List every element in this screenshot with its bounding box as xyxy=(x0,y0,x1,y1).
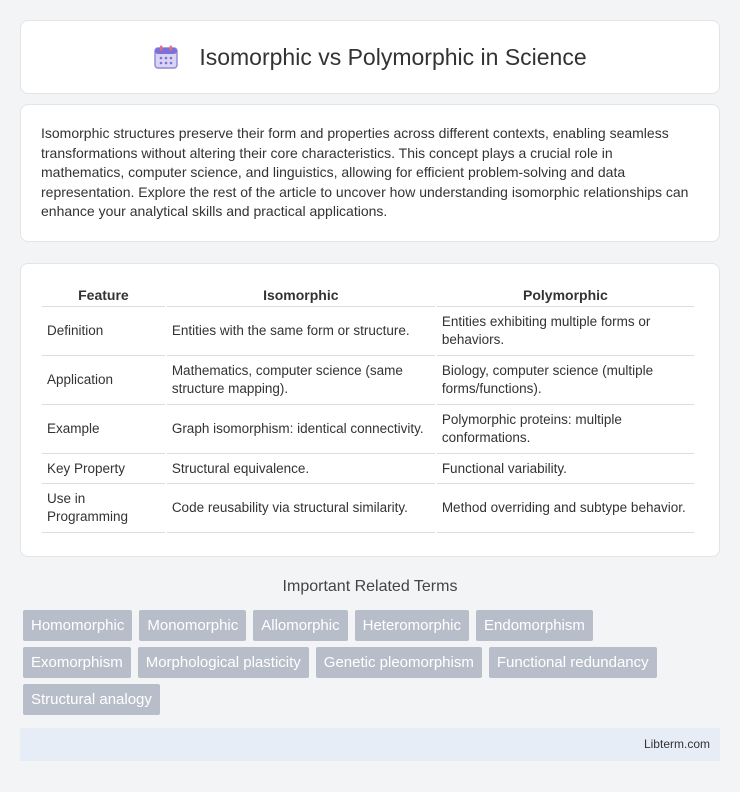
table-header: Polymorphic xyxy=(437,284,694,307)
related-terms-list xyxy=(23,610,713,721)
table-cell: Entities with the same form or structure. xyxy=(167,307,435,356)
footer xyxy=(20,728,720,761)
table-cell: Functional variability. xyxy=(437,454,694,484)
related-term-tag[interactable]: Monomorphic xyxy=(139,610,246,641)
table-header: Feature xyxy=(42,284,165,307)
table-cell: Method overriding and subtype behavior. xyxy=(437,484,694,533)
table-cell: Polymorphic proteins: multiple conformations. xyxy=(437,405,694,454)
page-title: Isomorphic vs Polymorphic in Science xyxy=(199,43,587,70)
related-term-tag[interactable]: Homomorphic xyxy=(23,610,132,641)
table-cell: Application xyxy=(42,356,165,405)
table-cell: Graph isomorphism: identical connectivity. xyxy=(167,405,435,454)
table-row xyxy=(42,405,694,454)
table-cell: Entities exhibiting multiple forms or behaviors. xyxy=(437,307,694,356)
footer-site-link[interactable]: Libterm.com xyxy=(643,737,710,751)
related-term-tag[interactable]: Allomorphic xyxy=(253,610,347,641)
table-cell: Use in Programming xyxy=(42,484,165,533)
table-cell: Key Property xyxy=(42,454,165,484)
intro-card xyxy=(20,104,720,242)
table-row xyxy=(42,484,694,533)
table-cell: Definition xyxy=(42,307,165,356)
table-cell: Biology, computer science (multiple forms/functions). xyxy=(437,356,694,405)
table-cell: Mathematics, computer science (same structure mapping). xyxy=(167,356,435,405)
table-header: Isomorphic xyxy=(167,284,435,307)
table-row xyxy=(42,454,694,484)
comparison-card xyxy=(20,263,720,557)
related-term-tag[interactable]: Genetic pleomorphism xyxy=(316,647,482,678)
table-row xyxy=(42,307,694,356)
table-cell: Code reusability via structural similarity. xyxy=(167,484,435,533)
comparison-table xyxy=(40,284,696,533)
related-terms-title: Important Related Terms xyxy=(282,578,458,595)
intro-text: Isomorphic structures preserve their form and properties across different contexts, enabling seamless transformations without altering their core characteristics. This concept plays a crucial role in mathematics, computer science, and linguistics, allowing for efficient problem-solving and data representation. Explore the rest of the article to uncover how understanding isomorphic relationships can enhance your analytical skills and practical applications. xyxy=(41,125,689,220)
table-cell: Structural equivalence. xyxy=(167,454,435,484)
related-term-tag[interactable]: Exomorphism xyxy=(23,647,131,678)
related-term-tag[interactable]: Morphological plasticity xyxy=(138,647,309,678)
calendar-icon xyxy=(153,44,179,70)
related-term-tag[interactable]: Heteromorphic xyxy=(355,610,469,641)
table-row xyxy=(42,356,694,405)
table-cell: Example xyxy=(42,405,165,454)
related-term-tag[interactable]: Structural analogy xyxy=(23,684,160,715)
title-card xyxy=(20,20,720,94)
related-term-tag[interactable]: Functional redundancy xyxy=(489,647,657,678)
related-term-tag[interactable]: Endomorphism xyxy=(476,610,593,641)
